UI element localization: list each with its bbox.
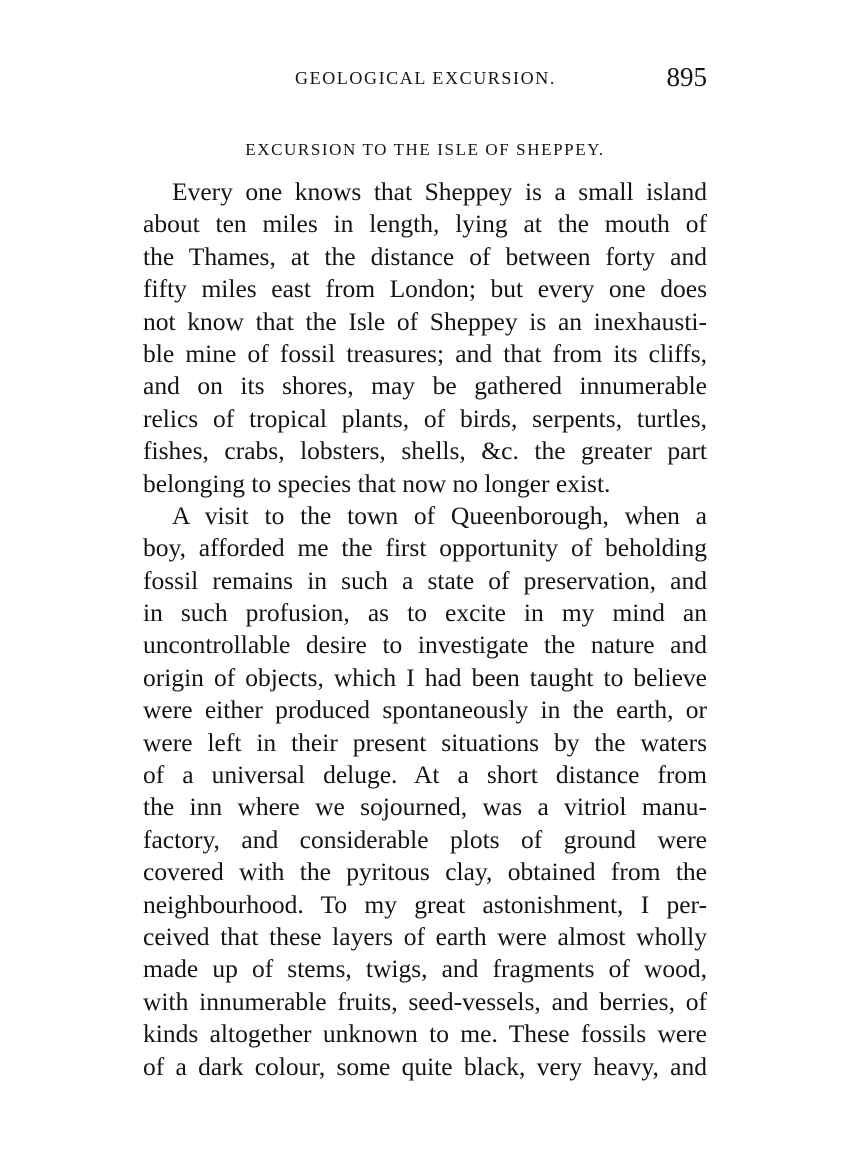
text-line: fifty miles east from London; but every one does [143,274,707,304]
section-heading: EXCURSION TO THE ISLE OF SHEPPEY. [245,140,605,159]
text-line: uncontrollable desire to investigate the nature and [143,630,707,660]
text-line: of a dark colour, some quite black, very heavy, and [143,1051,707,1081]
text-line: the Thames, at the distance of between forty and [143,241,707,271]
text-line: ble mine of fossil treasures; and that from its cliffs, [143,338,707,368]
text-line: about ten miles in length, lying at the mouth of [143,209,707,239]
page-number: 895 [666,62,707,92]
text-line: neighbourhood. To my great astonishment, I per- [143,889,707,919]
text-line: origin of objects, which I had been taught to believe [143,662,707,692]
text-line: factory, and considerable plots of ground were [143,824,707,854]
text-line: covered with the pyritous clay, obtained from the [143,857,707,887]
text-line: fishes, crabs, lobsters, shells, &c. the greater part [143,436,707,466]
text-line: Every one knows that Sheppey is a small island [172,177,707,206]
text-line: and on its shores, may be gathered innumerable [143,371,707,401]
running-head [143,62,707,96]
body-text [143,176,707,1083]
text-line: were either produced spontaneously in the earth, or [143,695,707,725]
text-line: were left in their present situations by the waters [143,727,707,757]
running-title: GEOLOGICAL EXCURSION. [295,68,556,88]
text-line: ceived that these layers of earth were almost wholly [143,921,707,951]
text-line: relics of tropical plants, of birds, serpents, turtles, [143,403,707,433]
text-line: fossil remains in such a state of preservation, and [143,565,707,595]
text-line: belonging to species that now no longer exist. [143,468,611,498]
text-line: the inn where we sojourned, was a vitriol manu- [143,792,707,822]
text-line: in such profusion, as to excite in my mind an [143,598,707,628]
text-line: not know that the Isle of Sheppey is an inexhausti- [143,306,707,336]
text-line: A visit to the town of Queenborough, when a [172,500,707,530]
text-line: kinds altogether unknown to me. These fossils were [143,1019,707,1049]
text-line: of a universal deluge. At a short distance from [143,760,707,790]
text-line: boy, afforded me the first opportunity of beholding [143,533,707,563]
text-line: with innumerable fruits, seed-vessels, and berries, of [143,986,707,1016]
text-line: made up of stems, twigs, and fragments of wood, [143,954,707,984]
